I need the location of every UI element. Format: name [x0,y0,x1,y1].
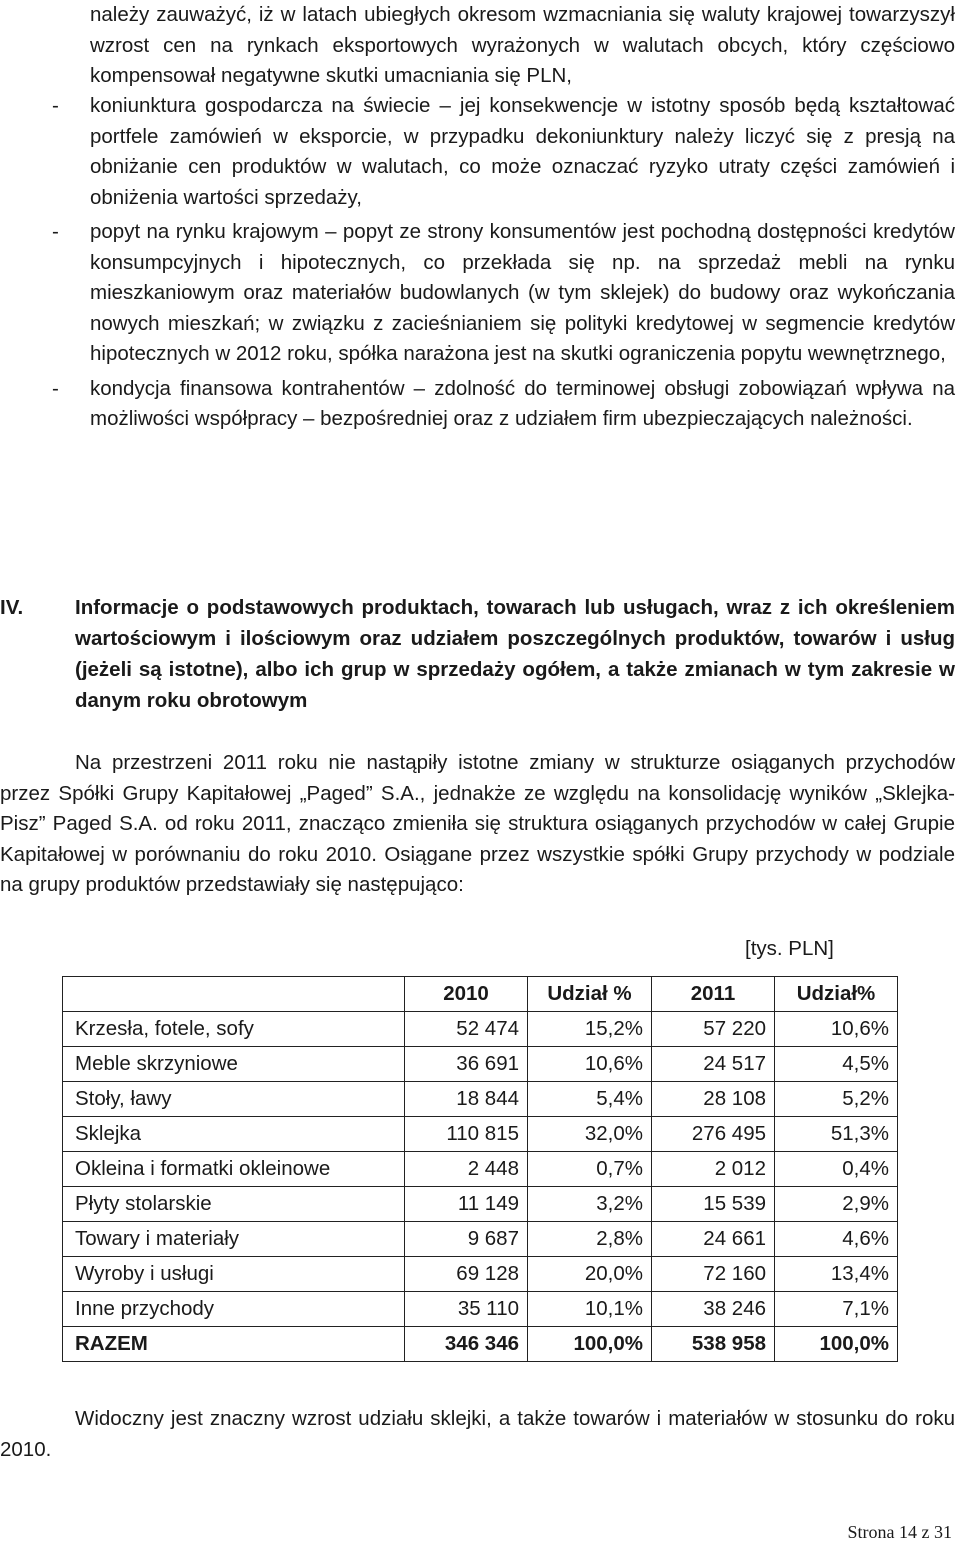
share-2010: 3,2% [528,1187,652,1222]
share-2011: 51,3% [775,1117,898,1152]
header-cell: 2010 [405,977,528,1012]
total-share-2010: 100,0% [528,1327,652,1362]
value-2010: 9 687 [405,1222,528,1257]
total-2011: 538 958 [652,1327,775,1362]
section-number: IV. [0,596,24,619]
row-label: Inne przychody [63,1292,405,1327]
bullet-item-domestic-demand [52,217,955,370]
risk-bullet-list [52,91,955,439]
value-2010: 35 110 [405,1292,528,1327]
share-2011: 13,4% [775,1257,898,1292]
row-label: Wyroby i usługi [63,1257,405,1292]
bullet-dash: - [52,376,59,400]
share-2011: 10,6% [775,1012,898,1047]
bullet-item-contractors [52,374,955,435]
share-2011: 0,4% [775,1152,898,1187]
bullet-item-economy [52,91,955,213]
row-label: Meble skrzyniowe [63,1047,405,1082]
total-share-2011: 100,0% [775,1327,898,1362]
share-2011: 5,2% [775,1082,898,1117]
share-2010: 15,2% [528,1012,652,1047]
body-paragraph: Na przestrzeni 2011 roku nie nastąpiły istotne zmiany w strukturze osiąganych przychodów przez Spółki Grupy Kapitałowej „Paged” S.A., jednakże ze względu na konsolidację wyników „Sklejka-Pisz” Paged S.A. od roku 2011, znacząco zmieniła się struktura osiąganych przychodów w całej Grupie Kapitałowej w porównaniu do roku 2010. Osiągane przez wszystkie spółki Grupy przychody w podziale na grupy produktów przedstawiały się następująco: [0,751,955,896]
row-label: Płyty stolarskie [63,1187,405,1222]
share-2010: 32,0% [528,1117,652,1152]
value-2010: 52 474 [405,1012,528,1047]
value-2011: 24 661 [652,1222,775,1257]
value-2011: 28 108 [652,1082,775,1117]
table-header-row [63,977,898,1012]
value-2010: 110 815 [405,1117,528,1152]
row-label: Towary i materiały [63,1222,405,1257]
table-row [63,1152,898,1187]
share-2010: 5,4% [528,1082,652,1117]
table-row [63,1257,898,1292]
table-row [63,1082,898,1117]
value-2010: 69 128 [405,1257,528,1292]
bullet-text: popyt na rynku krajowym – popyt ze strony konsumentów jest pochodną dostępności kredytów konsumpcyjnych i hipotecznych, co przekłada się np. na sprzedaż mebli na rynku mieszkaniowym oraz materiałów budowlanych (w tym sklejek) do budowy oraz wykończania nowych mieszkań; w związku z zacieśnianiem się polityki kredytowej w segmencie kredytów hipotecznych w 2012 roku, spółka narażona jest na skutki ograniczenia popytu wewnętrznego, [90,220,955,365]
value-2010: 36 691 [405,1047,528,1082]
table-row [63,1292,898,1327]
unit-label: [tys. PLN] [745,937,834,960]
table-row [63,1047,898,1082]
bullet-dash: - [52,94,59,117]
revenue-table [62,976,898,1362]
row-label: Sklejka [63,1117,405,1152]
value-2011: 72 160 [652,1257,775,1292]
row-label: Krzesła, fotele, sofy [63,1012,405,1047]
share-2010: 10,6% [528,1047,652,1082]
value-2011: 38 246 [652,1292,775,1327]
header-cell: Udział% [775,977,898,1012]
value-2011: 57 220 [652,1012,775,1047]
total-2010: 346 346 [405,1327,528,1362]
share-2010: 2,8% [528,1222,652,1257]
total-label: RAZEM [63,1327,405,1362]
share-2010: 0,7% [528,1152,652,1187]
intro-paragraph: należy zauważyć, iż w latach ubiegłych okresom wzmacniania się waluty krajowej towarzyszył wzrost cen na rynkach eksportowych wyrażonych w walutach obcych, który częściowo kompensował negatywne skutki umacniania się PLN, [90,3,955,87]
table-row [63,1117,898,1152]
row-label: Stoły, ławy [63,1082,405,1117]
value-2011: 15 539 [652,1187,775,1222]
bullet-text: koniunktura gospodarcza na świecie – jej konsekwencje w istotny sposób będą kształtować portfele zamówień w eksporcie, w przypadku dekoniunktury należy liczyć się z presją na obniżanie cen produktów w walutach, co może oznaczać ryzyko utraty części zamówień i obniżenia wartości sprzedaży, [90,94,955,209]
share-2011: 7,1% [775,1292,898,1327]
bullet-text: kondycja finansowa kontrahentów – zdolność do terminowej obsługi zobowiązań wpływa na możliwości współpracy – bezpośredniej oraz z udziałem firm ubezpieczających należności. [90,376,955,430]
section-title: Informacje o podstawowych produktach, towarach lub usługach, wraz z ich określeniem wartościowym i ilościowym oraz udziałem poszczególnych produktów, towarów i usług (jeżeli są istotne), albo ich grup w sprzedaży ogółem, a także zmianach w tym zakresie w danym roku obrotowym [75,596,955,712]
table-row [63,1012,898,1047]
value-2011: 276 495 [652,1117,775,1152]
share-2011: 4,6% [775,1222,898,1257]
row-label: Okleina i formatki okleinowe [63,1152,405,1187]
header-cell: 2011 [652,977,775,1012]
share-2011: 4,5% [775,1047,898,1082]
table-row [63,1222,898,1257]
table-total-row [63,1327,898,1362]
page-number-footer: Strona 14 z 31 [847,1522,952,1542]
value-2011: 24 517 [652,1047,775,1082]
value-2010: 11 149 [405,1187,528,1222]
header-cell [63,977,405,1012]
value-2010: 2 448 [405,1152,528,1187]
bullet-dash: - [52,220,59,243]
header-cell: Udział % [528,977,652,1012]
share-2010: 20,0% [528,1257,652,1292]
closing-paragraph: Widoczny jest znaczny wzrost udziału sklejki, a także towarów i materiałów w stosunku do roku 2010. [0,1407,955,1461]
table-row [63,1187,898,1222]
share-2010: 10,1% [528,1292,652,1327]
value-2011: 2 012 [652,1152,775,1187]
value-2010: 18 844 [405,1082,528,1117]
share-2011: 2,9% [775,1187,898,1222]
